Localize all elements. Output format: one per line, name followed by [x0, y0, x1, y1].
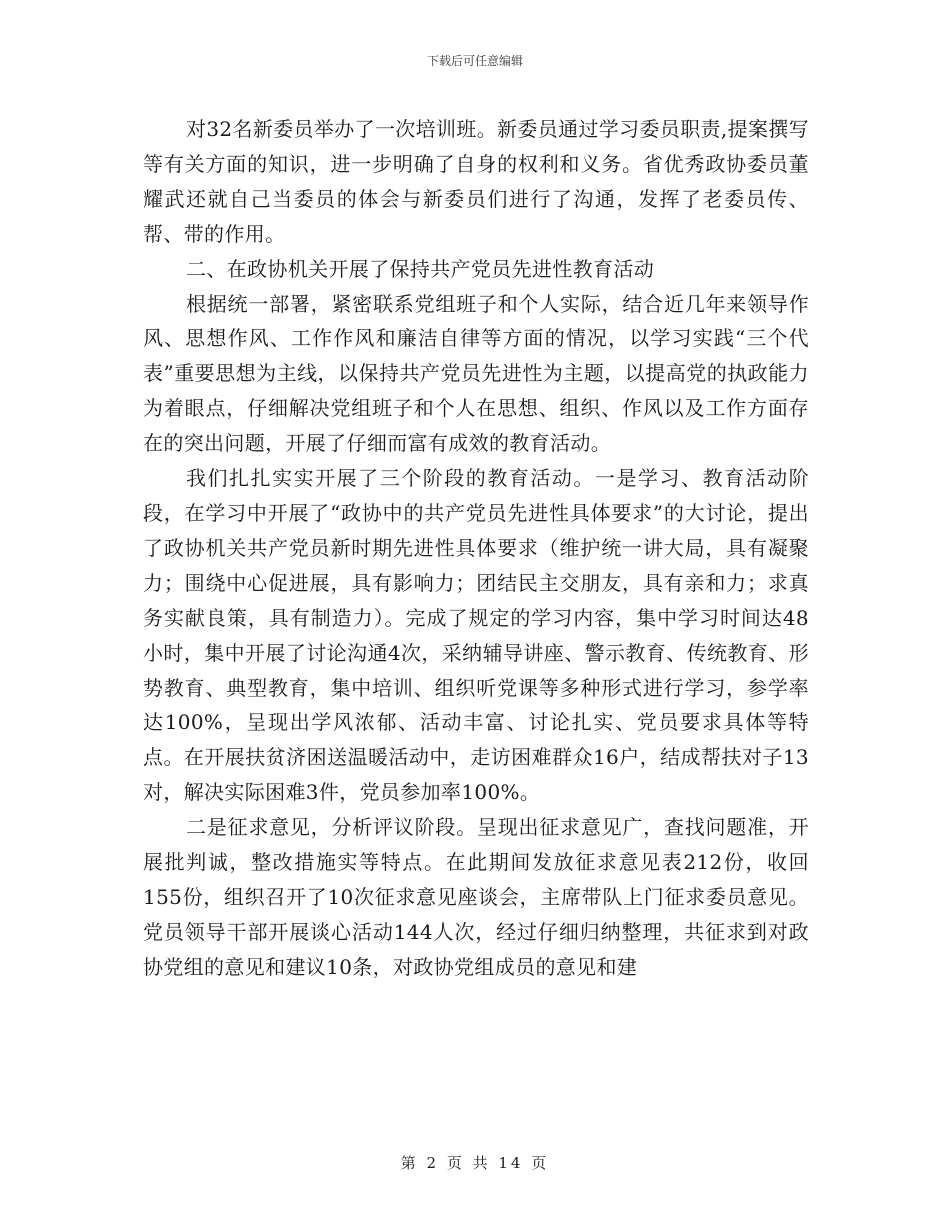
paragraph-soliciting-opinions: 二是征求意见，分析评议阶段。呈现出征求意见广，查找问题准，开展批判诚，整改措施实等特点。在此期间发放征求意见表212份，收回155份，组织召开了10次征求意见座谈会，主席带队上门征求委员意见。党员领导干部开展谈心活动144人次，经过仔细归纳整理，共征求到对政协党组的意见和建议10条，对政协党组成员的意见和建: [143, 815, 809, 979]
section-heading-education-activity: 二、在政协机关开展了保持共产党员先进性教育活动: [186, 256, 655, 281]
page-header-note: 下载后可任意编辑: [426, 54, 523, 68]
paragraph-three-stages: 我们扎扎实实开展了三个阶段的教育活动。一是学习、教育活动阶段，在学习中开展了“政协中的共产党员先进性具体要求”的大讨论，提出了政协机关共产党员新时期先进性具体要求（维护统一讲大局，具有凝聚力；围绕中心促进展，具有影响力；团结民主交朋友，具有亲和力；求真务实献良策，具有制造力）。完成了规定的学习内容，集中学习时间达48小时，集中开展了讨论沟通4次，采纳辅导讲座、警示教育、传统教育、形势教育、典型教育，集中培训、组织听党课等多种形式进行学习，参学率达100%，呈现出学风浓郁、活动丰富、讨论扎实、党员要求具体等特点。在开展扶贫济困送温暖活动中，走访困难群众16户，结成帮扶对子13对，解决实际困难3件，党员参加率100%。: [143, 466, 809, 805]
document-body: [143, 112, 809, 985]
page-number-footer: 第 2 页 共 14 页: [400, 1154, 550, 1172]
paragraph-deployment: 根据统一部署，紧密联系党组班子和个人实际，结合近几年来领导作风、思想作风、工作作风和廉洁自律等方面的情况，以学习实践“三个代表”重要思想为主线，以保持共产党员先进性为主题，以提高党的执政能力为着眼点，仔细解决党组班子和个人在思想、组织、作风以及工作方面存在的突出问题，开展了仔细而富有成效的教育活动。: [143, 291, 809, 456]
paragraph-training: 对32名新委员举办了一次培训班。新委员通过学习委员职责,提案撰写等有关方面的知识，进一步明确了自身的权利和义务。省优秀政协委员董耀武还就自己当委员的体会与新委员们进行了沟通，发挥了老委员传、帮、带的作用。: [143, 117, 810, 246]
